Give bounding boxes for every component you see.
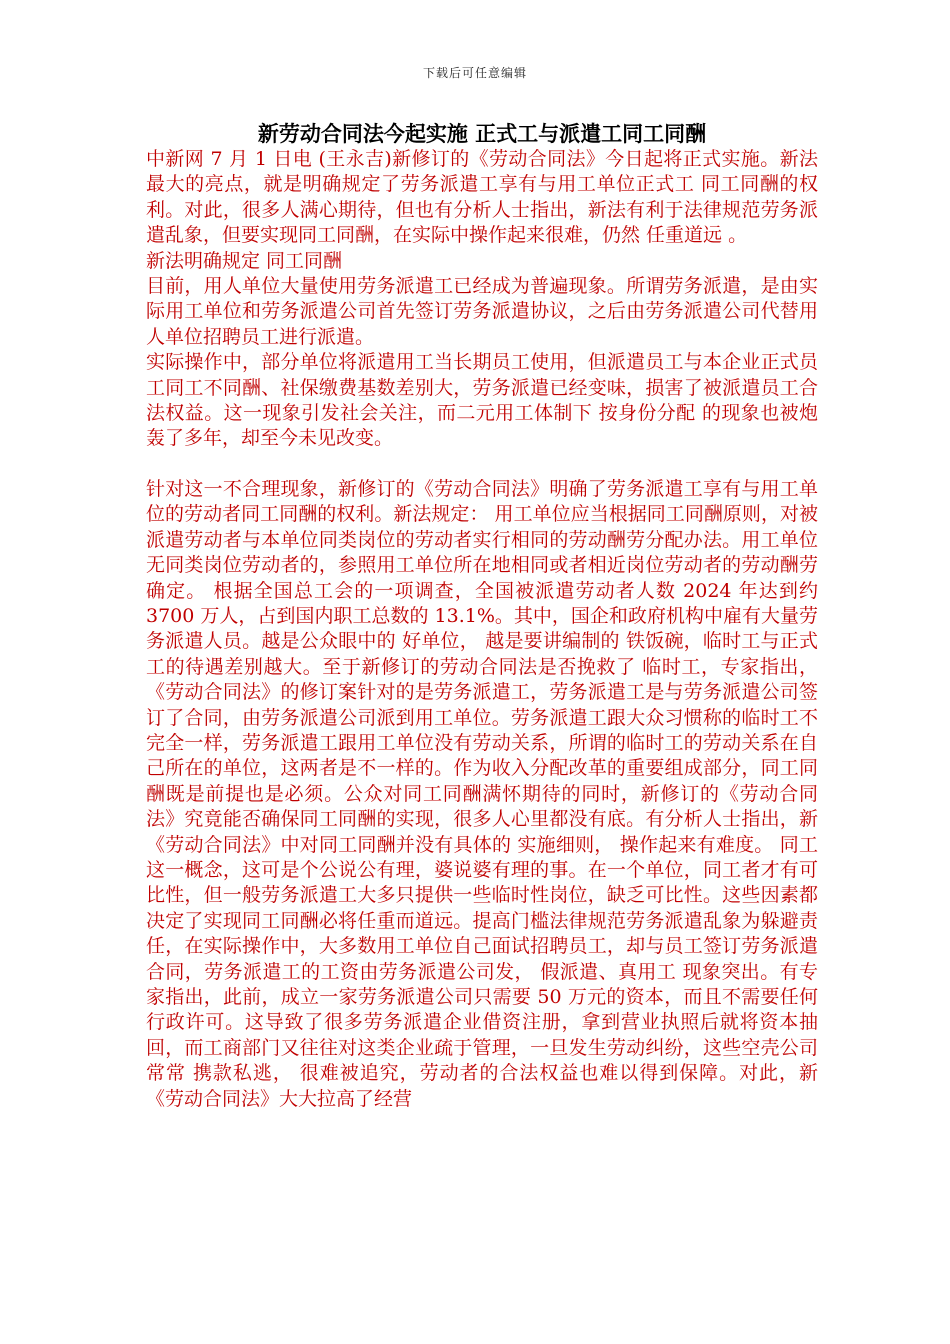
page-header-note: 下载后可任意编辑 <box>422 66 527 80</box>
paragraph-intro: 中新网 7 月 1 日电 (王永吉)新修订的《劳动合同法》今日起将正式实施。新法最大的亮点，就是明确规定了劳务派遣工享有与用工单位正式工 同工同酬的权利。对此，很多人满心期待，但也有分析人士指出，新法有利于法律规范劳务派遣乱象，但要实现同工同酬，在实际中操作起来很难，仍然 任重道远 。 <box>146 148 818 247</box>
paragraph-background: 目前，用人单位大量使用劳务派遣工已经成为普遍现象。所谓劳务派遣，是由实际用工单位和劳务派遣公司首先签订劳务派遣协议，之后由劳务派遣公司代替用人单位招聘员工进行派遣。 <box>146 275 818 348</box>
document-body <box>146 147 818 1112</box>
paragraph-main: 针对这一不合理现象，新修订的《劳动合同法》明确了劳务派遣工享有与用工单位的劳动者同工同酬的权利。新法规定： 用工单位应当根据同工同酬原则，对被派遣劳动者与本单位同类岗位的劳动者实行相同的劳动酬劳分配办法。用工单位无同类岗位劳动者的，参照用工单位所在地相同或者相近岗位劳动者的劳动酬劳确定。 根据全国总工会的一项调查，全国被派遣劳动者人数 2024 年达到约 3700 万人，占到国内职工总数的 13.1%。其中，国企和政府机构中雇有大量劳务派遣人员。越是公众眼中的 好单位， 越是要讲编制的 铁饭碗，临时工与正式工的待遇差别越大。至于新修订的劳动合同法是否挽救了 临时工，专家指出，《劳动合同法》的修订案针对的是劳务派遣工，劳务派遣工是与劳务派遣公司签订了合同，由劳务派遣公司派到用工单位。劳务派遣工跟大众习惯称的临时工不完全一样，劳务派遣工跟用工单位没有劳动关系，所谓的临时工的劳动关系在自己所在的单位，这两者是不一样的。作为收入分配改革的重要组成部分，同工同酬既是前提也是必须。公众对同工同酬满怀期待的同时，新修订的《劳动合同法》究竟能否确保同工同酬的实现，很多人心里都没有底。有分析人士指出，新《劳动合同法》中对同工同酬并没有具体的 实施细则， 操作起来有难度。 同工 这一概念，这可是个公说公有理，婆说婆有理的事。在一个单位，同工者才有可比性，但一般劳务派遣工大多只提供一些临时性岗位，缺乏可比性。这些因素都决定了实现同工同酬必将任重而道远。提高门槛法律规范劳务派遣乱象为躲避责任，在实际操作中，大多数用工单位自己面试招聘员工，却与员工签订劳务派遣合同，劳务派遣工的工资由劳务派遣公司发， 假派遣、真用工 现象突出。有专家指出，此前，成立一家劳务派遣公司只需要 50 万元的资本，而且不需要任何行政许可。这导致了很多劳务派遣企业借资注册，拿到营业执照后就将资本抽回，而工商部门又往往对这类企业疏于管理，一旦发生劳动纠纷，这些空壳公司常常 携款私逃， 很难被追究，劳动者的合法权益也难以得到保障。对此，新《劳动合同法》大大拉高了经营 <box>146 477 818 1110</box>
section-heading: 新法明确规定 同工同酬 <box>146 249 343 272</box>
document-title: 新劳动合同法今起实施 正式工与派遣工同工同酬 <box>257 121 707 146</box>
paragraph-practice: 实际操作中，部分单位将派遣用工当长期员工使用，但派遣员工与本企业正式员工同工不同酬、社保缴费基数差别大，劳务派遣已经变味，损害了被派遣员工合法权益。这一现象引发社会关注，而二元用工体制下 按身份分配 的现象也被炮轰了多年，却至今未见改变。 <box>146 351 818 450</box>
